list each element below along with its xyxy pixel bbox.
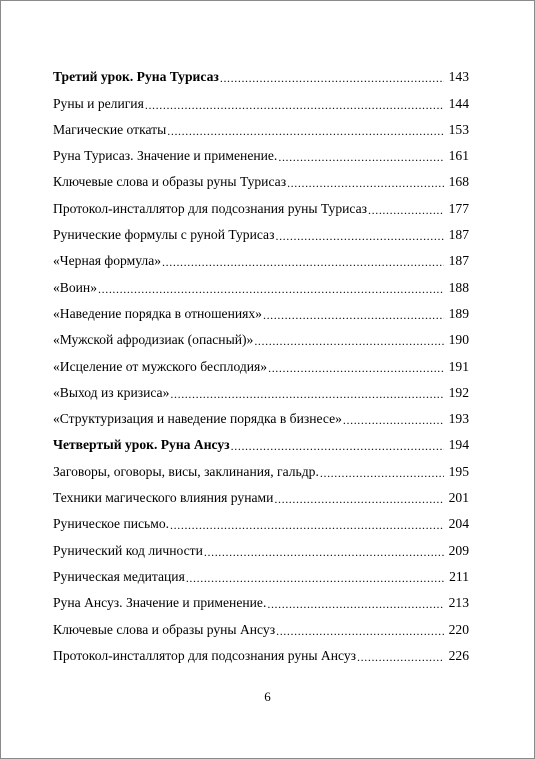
toc-entry	[53, 112, 469, 138]
toc-dot-leader	[231, 440, 444, 454]
toc-dot-leader	[204, 545, 444, 559]
toc-entry	[53, 401, 469, 427]
toc-entry-title: Руническая медитация	[53, 568, 185, 584]
toc-entry-page-number: 189	[448, 305, 469, 321]
toc-entry	[53, 85, 469, 111]
toc-entry-page-number: 213	[448, 595, 469, 611]
toc-entry-page-number: 204	[448, 516, 469, 532]
toc-dot-leader	[220, 72, 444, 86]
toc-dot-leader	[343, 414, 444, 428]
toc-entry-page-number: 226	[448, 647, 469, 663]
toc-dot-leader	[357, 650, 444, 664]
toc-dot-leader	[170, 519, 444, 533]
toc-entry-title: Техники магического влияния рунами	[53, 490, 274, 506]
toc-dot-leader	[267, 598, 444, 612]
toc-entry-title: «Наведение порядка в отношениях»	[53, 305, 262, 321]
toc-dot-leader	[276, 624, 444, 638]
toc-entry-page-number: 211	[449, 568, 469, 584]
toc-entry	[53, 322, 469, 348]
toc-entry	[53, 480, 469, 506]
toc-entry-title: «Выход из кризиса»	[53, 384, 170, 400]
toc-entry-title: Третий урок. Руна Турисаз	[53, 69, 219, 85]
toc-entry-title: Руны и религия	[53, 95, 144, 111]
toc-entry-page-number: 195	[448, 463, 469, 479]
toc-entry-title: Четвертый урок. Руна Ансуз	[53, 437, 230, 453]
toc-entry-title: Протокол-инсталлятор для подсознания руны Турисаз	[53, 200, 368, 216]
toc-entry	[53, 453, 469, 479]
toc-entry-page-number: 194	[448, 437, 469, 453]
toc-entry-title: Рунический код личности	[53, 542, 203, 558]
toc-dot-leader	[368, 203, 444, 217]
toc-entry	[53, 217, 469, 243]
toc-entry-page-number: 190	[448, 332, 469, 348]
page-number: 6	[264, 689, 271, 704]
toc-entry-title: «Исцеление от мужского бесплодия»	[53, 358, 268, 374]
toc-entry-page-number: 188	[448, 279, 469, 295]
toc-entry-page-number: 143	[448, 69, 469, 85]
toc-entry-page-number: 192	[448, 384, 469, 400]
toc-entry-title: Рунические формулы с руной Турисаз	[53, 227, 275, 243]
toc-entry	[53, 59, 469, 85]
toc-entry-page-number: 168	[448, 174, 469, 190]
toc-entry	[53, 296, 469, 322]
toc-entry-title: Протокол-инсталлятор для подсознания руны Ансуз	[53, 647, 357, 663]
toc-dot-leader	[275, 229, 444, 243]
toc-entry	[53, 506, 469, 532]
toc-entry-title: Руна Турисаз. Значение и применение.	[53, 148, 278, 164]
toc-entry-title: «Черная формула»	[53, 253, 162, 269]
toc-entry	[53, 585, 469, 611]
toc-entry-page-number: 187	[448, 227, 469, 243]
toc-entry	[53, 559, 469, 585]
toc-dot-leader	[170, 387, 444, 401]
toc-entry	[53, 611, 469, 637]
toc-dot-leader	[145, 98, 444, 112]
toc-entry	[53, 375, 469, 401]
toc-entry	[53, 243, 469, 269]
toc-entry	[53, 269, 469, 295]
toc-entry-title: Руническое письмо.	[53, 516, 170, 532]
toc-entry-page-number: 209	[448, 542, 469, 558]
toc-entry	[53, 532, 469, 558]
toc-dot-leader	[167, 124, 444, 138]
toc-entry-title: «Структуризация и наведение порядка в бизнесе»	[53, 411, 342, 427]
toc-entry-page-number: 161	[448, 148, 469, 164]
toc-dot-leader	[162, 256, 444, 270]
toc-entry-page-number: 187	[448, 253, 469, 269]
toc-entry	[53, 164, 469, 190]
toc-dot-leader	[268, 361, 444, 375]
toc-entry-page-number: 193	[448, 411, 469, 427]
toc-entry-page-number: 220	[448, 621, 469, 637]
toc-entry	[53, 190, 469, 216]
toc-entry-title: Заговоры, оговоры, висы, заклинания, гальдр.	[53, 463, 319, 479]
toc-entry	[53, 138, 469, 164]
toc-entry-page-number: 153	[448, 121, 469, 137]
toc-entry-page-number: 144	[448, 95, 469, 111]
toc-dot-leader	[278, 151, 444, 165]
toc-dot-leader	[274, 492, 444, 506]
toc-entry-page-number: 191	[448, 358, 469, 374]
toc-entry-title: «Воин»	[53, 279, 98, 295]
toc-entry-title: Ключевые слова и образы руны Турисаз	[53, 174, 287, 190]
toc-dot-leader	[320, 466, 444, 480]
toc-dot-leader	[186, 571, 444, 585]
table-of-contents	[53, 59, 469, 664]
toc-dot-leader	[254, 335, 444, 349]
toc-entry-title: Ключевые слова и образы руны Ансуз	[53, 621, 276, 637]
toc-entry-title: Руна Ансуз. Значение и применение.	[53, 595, 267, 611]
toc-entry-page-number: 177	[448, 200, 469, 216]
toc-entry-title: «Мужской афродизиак (опасный)»	[53, 332, 254, 348]
toc-dot-leader	[287, 177, 444, 191]
toc-dot-leader	[98, 282, 444, 296]
toc-entry	[53, 348, 469, 374]
toc-entry	[53, 427, 469, 453]
toc-entry-page-number: 201	[448, 490, 469, 506]
toc-entry	[53, 638, 469, 664]
toc-entry-title: Магические откаты	[53, 121, 167, 137]
toc-dot-leader	[263, 308, 444, 322]
